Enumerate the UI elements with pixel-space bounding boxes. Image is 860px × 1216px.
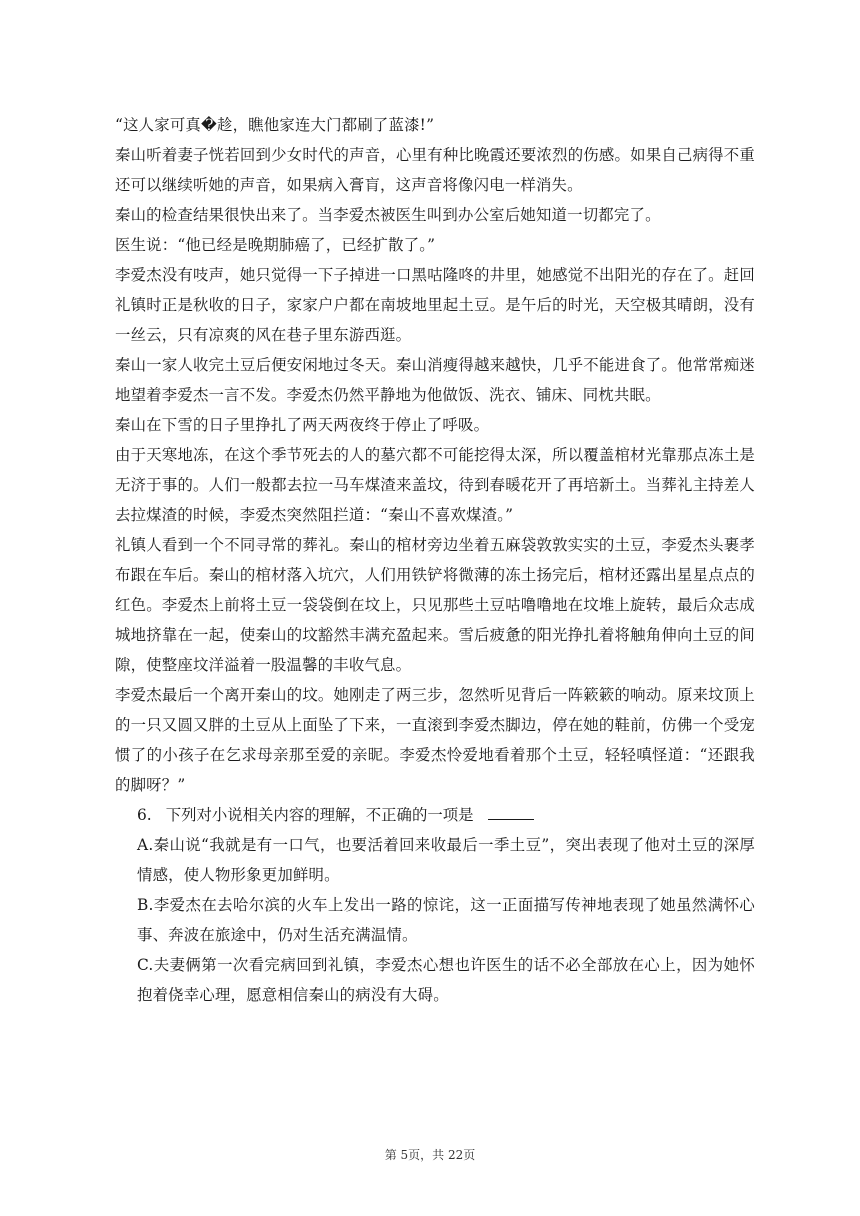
option-c: C.夫妻俩第一次看完病回到礼镇，李爱杰心想也许医生的话不必全部放在心上，因为她怀抱着侥幸心理，愿意相信秦山的病没有大碍。 — [137, 956, 755, 1004]
passage-paragraph-3: 秦山的检查结果很快出来了。当李爱杰被医生叫到办公室后她知道一切都完了。 — [115, 206, 661, 224]
passage-paragraph-4: 医生说：“他已经是晚期肺癌了，已经扩散了。” — [115, 236, 436, 254]
passage-paragraph-6: 秦山一家人收完土豆后便安闲地过冬天。秦山消瘦得越来越快，几乎不能进食了。他常常痴迷地望着李爱杰一言不发。李爱杰仍然平静地为他做饭、洗衣、铺床、同枕共眠。 — [115, 356, 755, 404]
passage-paragraph-9: 礼镇人看到一个不同寻常的葬礼。秦山的棺材旁边坐着五麻袋敦敦实实的土豆，李爱杰头裹孝布跟在车后。秦山的棺材落入坑穴，人们用铁铲将微薄的冻土扬完后，棺材还露出星星点点的红色。李爱杰上前将土豆一袋袋倒在坟上，只见那些土豆咕噜噜地在坟堆上旋转，最后众志成城地挤靠在一起，使秦山的坟豁然丰满充盈起来。雪后疲惫的阳光挣扎着将触角伸向土豆的间隙，使整座坟洋溢着一股温馨的丰收气息。 — [115, 536, 755, 674]
passage-paragraph-10: 李爱杰最后一个离开秦山的坟。她刚走了两三步，忽然听见背后一阵簌簌的响动。原来坟顶上的一只又圆又胖的土豆从上面坠了下来，一直滚到李爱杰脚边，停在她的鞋前，仿佛一个受宠惯了的小孩子在乞求母亲那至爱的亲昵。李爱杰怜爱地看着那个土豆，轻轻嗔怪道：“还跟我的脚呀？” — [115, 686, 755, 794]
passage-paragraph-5: 李爱杰没有吱声，她只觉得一下子掉进一口黑咕隆咚的井里，她感觉不出阳光的存在了。赶回礼镇时正是秋收的日子，家家户户都在南坡地里起土豆。是午后的时光，天空极其晴朗，没有一丝云，只有凉爽的风在巷子里东游西逛。 — [115, 266, 755, 344]
page-footer — [0, 1146, 860, 1163]
passage-paragraph-7: 秦山在下雪的日子里挣扎了两天两夜终于停止了呼吸。 — [115, 416, 490, 434]
option-a: A.秦山说“我就是有一口气，也要活着回来收最后一季土豆”，突出表现了他对土豆的深厚情感，使人物形象更加鲜明。 — [137, 836, 755, 884]
answer-blank[interactable] — [488, 801, 534, 820]
page-number-label: 第 5页，共 22页 — [384, 1148, 476, 1162]
question-text: 下列对小说相关内容的理解，不正确的一项是 — [165, 806, 474, 824]
question-number: 6. — [137, 806, 152, 824]
document-content — [115, 110, 755, 1010]
option-b: B.李爱杰在去哈尔滨的火车上发出一路的惊诧，这一正面描写传神地表现了她虽然满怀心事、奔波在旅途中，仍对生活充满温情。 — [137, 896, 755, 944]
passage-paragraph-2: 秦山听着妻子恍若回到少女时代的声音，心里有种比晚霞还要浓烈的伤感。如果自己病得不重还可以继续听她的声音，如果病入膏肓，这声音将像闪电一样消失。 — [115, 146, 755, 194]
question-6 — [115, 800, 755, 830]
passage-paragraph-8: 由于天寒地冻，在这个季节死去的人的墓穴都不可能挖得太深，所以覆盖棺材光靠那点冻土是无济于事的。人们一般都去拉一马车煤渣来盖坟，待到春暖花开了再培新土。当葬礼主持差人去拉煤渣的时候，李爱杰突然阻拦道：“秦山不喜欢煤渣。” — [115, 446, 755, 524]
passage-paragraph-1: “这人家可真�趁，瞧他家连大门都刷了蓝漆!” — [115, 116, 435, 134]
